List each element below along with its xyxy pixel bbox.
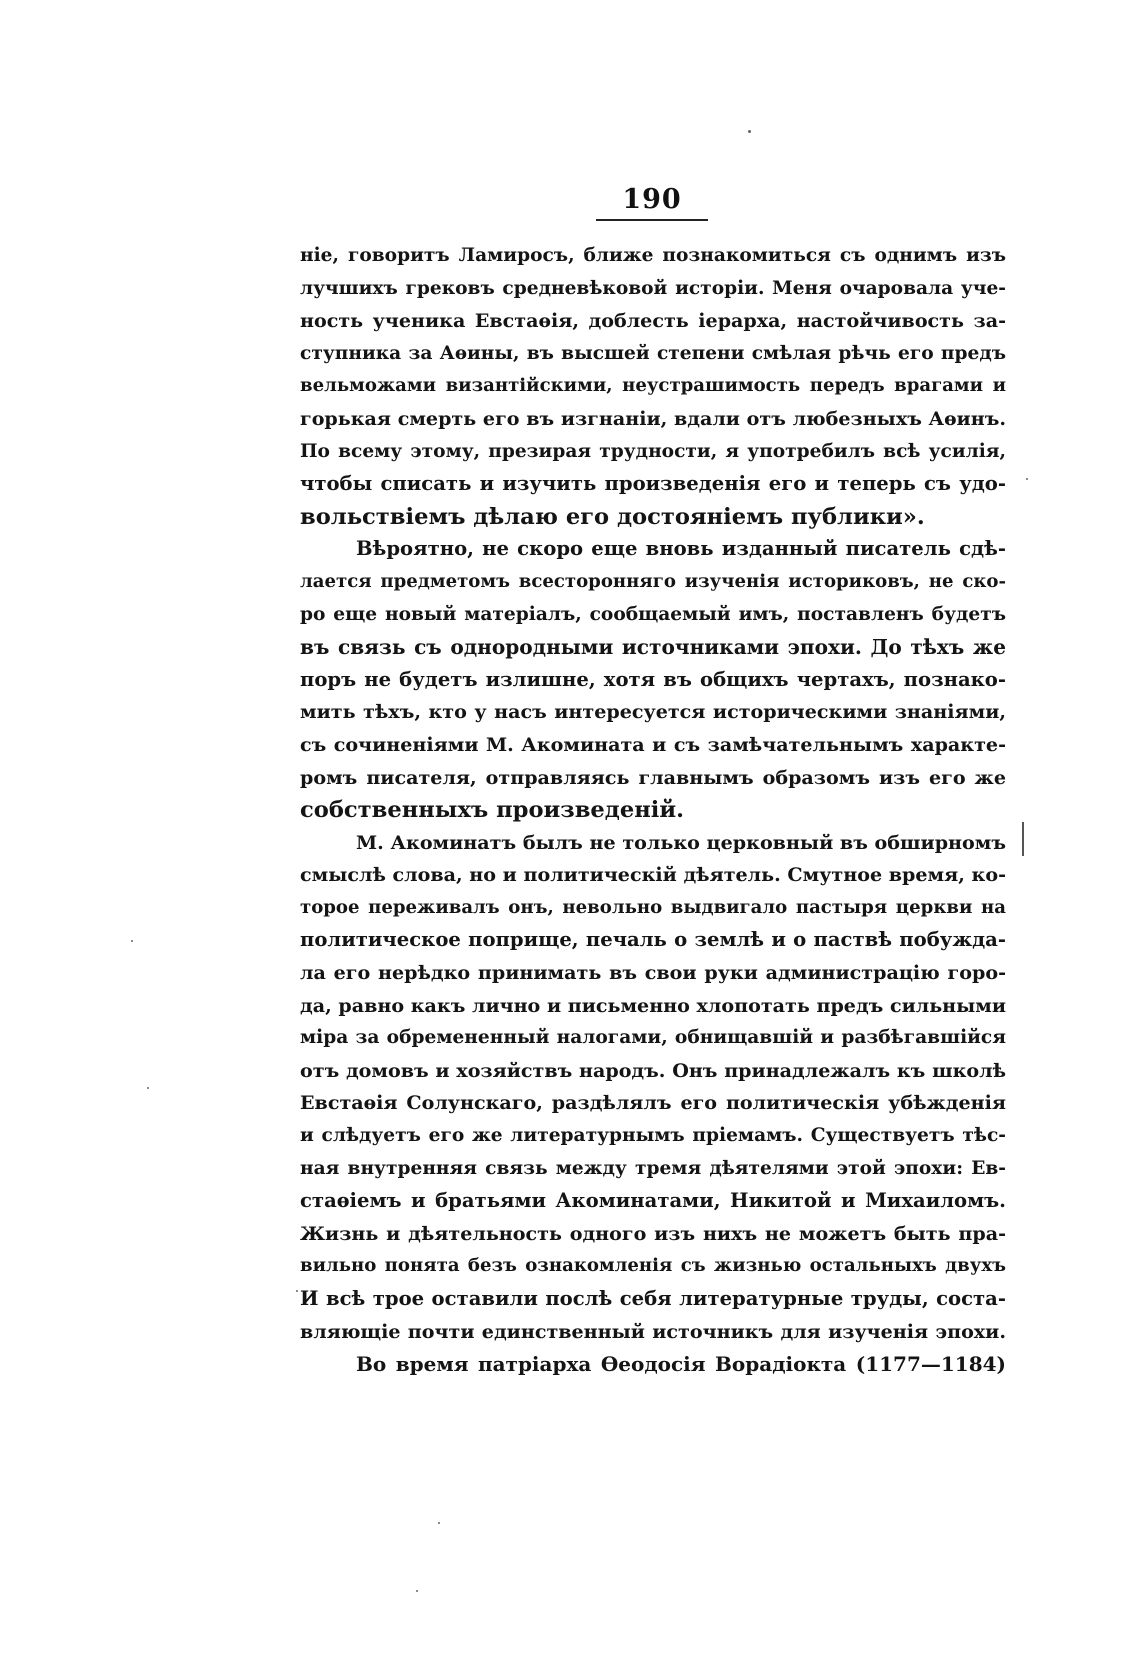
text-line: лучшихъ грековъ средневѣковой исторіи. Меня очаровала уче- [300, 277, 1006, 299]
text-line: и слѣдуетъ его же литературнымъ пріемамъ. Существуетъ тѣс- [300, 1125, 1006, 1147]
text-line: съ сочиненіями М. Акомината и съ замѣчательнымъ характе- [300, 732, 1006, 756]
text-line: да, равно какъ лично и письменно хлопотать предъ сильными [300, 993, 1007, 1017]
text-line: смыслѣ слова, но и политическій дѣятель. Смутное время, ко- [300, 863, 1006, 887]
text-line: міра за обремененный налогами, обнищавшій и разбѣгавшійся [300, 1027, 1006, 1049]
text-line: ла его нерѣдко принимать въ свои руки администрацію горо- [300, 961, 1006, 985]
text-line: Во время патріарха Ѳеодосія Ворадіокта (1177—1184) [356, 1352, 1006, 1377]
text-line: Вѣроятно, не скоро еще вновь изданный писатель сдѣ- [356, 537, 1006, 561]
text-line: поръ не будетъ излишне, хотя въ общихъ чертахъ, познако- [300, 667, 1006, 691]
text-line: И всѣ трое оставили послѣ себя литературные труды, соста- [300, 1287, 1006, 1310]
margin-mark [1022, 822, 1024, 856]
text-line: въ связь съ однородными источниками эпохи. До тѣхъ же [300, 635, 1006, 660]
text-line: политическое поприще, печаль о землѣ и о паствѣ побужда- [300, 928, 1006, 952]
scan-speck [131, 940, 133, 942]
text-line: торое переживалъ онъ, невольно выдвигало пастыря церкви на [300, 896, 1006, 918]
text-line: лается предметомъ всесторонняго изученія историковъ, не ско- [300, 570, 1006, 592]
text-line: ность ученика Евстаѳія, доблесть іерарха, настойчивость за- [300, 309, 1006, 333]
header-rule [596, 219, 708, 221]
text-line: вляющіе почти единственный источникъ для изученія эпохи. [300, 1319, 1006, 1343]
page-number: 190 [622, 184, 682, 215]
scan-speck [147, 1087, 149, 1089]
text-line: вильно понята безъ ознакомленія съ жизнью остальныхъ двухъ [300, 1255, 1006, 1277]
text-line: М. Акоминатъ былъ не только церковный въ обширномъ [356, 830, 1006, 854]
body-text [300, 240, 1006, 1381]
text-line: ро еще новый матеріалъ, сообщаемый имъ, поставленъ будетъ [300, 603, 1006, 625]
text-line: ная внутренняя связь между тремя дѣятелями этой эпохи: Ев- [300, 1157, 1006, 1179]
scan-speck [296, 1290, 298, 1292]
text-line: чтобы списать и изучить произведенія его и теперь съ удо- [300, 472, 1006, 496]
text-line: стаѳіемъ и братьями Акоминатами, Никитой и Михаиломъ. [300, 1189, 1006, 1213]
scan-speck [416, 1590, 418, 1592]
text-line: ромъ писателя, отправляясь главнымъ образомъ изъ его же [300, 765, 1006, 789]
text-line: мить тѣхъ, кто у насъ интересуется историческими знаніями, [300, 700, 1006, 724]
text-line: ніе, говоритъ Ламиросъ, ближе познакомиться съ однимъ изъ [300, 245, 1006, 266]
text-line: вольствіемъ дѣлаю его достояніемъ публики». [300, 503, 925, 530]
text-line: горькая смерть его въ изгнаніи, вдали отъ любезныхъ Аѳинъ. [300, 406, 1006, 430]
text-line: По всему этому, презирая трудности, я употребилъ всѣ усилія, [300, 440, 1006, 462]
text-line: собственныхъ произведеній. [300, 797, 684, 824]
text-line: Евстаѳія Солунскаго, раздѣлялъ его политическія убѣжденія [300, 1091, 1006, 1115]
text-line: вельможами византійскими, неустрашимость передъ врагами и [300, 375, 1006, 397]
scan-speck [1026, 478, 1028, 480]
scan-speck [748, 130, 751, 133]
text-line: Жизнь и дѣятельность одного изъ нихъ не можетъ быть пра- [300, 1221, 1006, 1245]
text-line: отъ домовъ и хозяйствъ народъ. Онъ принадлежалъ къ школѣ [300, 1058, 1006, 1082]
scan-speck [438, 1522, 440, 1524]
text-line: ступника за Аѳины, въ высшей степени смѣлая рѣчь его предъ [300, 342, 1006, 364]
